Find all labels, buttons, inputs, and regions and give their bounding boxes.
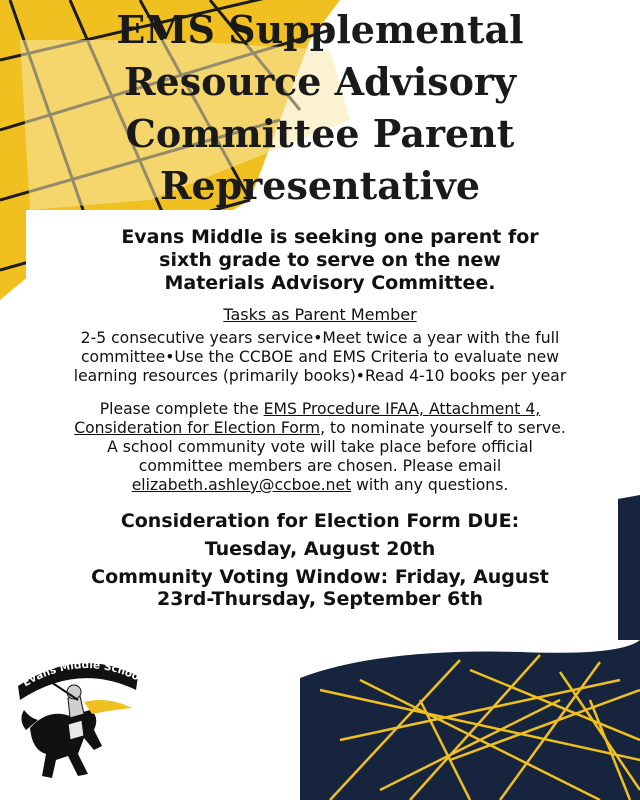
intro-line: sixth grade to serve on the new — [159, 249, 501, 271]
title-line: Representative — [159, 163, 481, 208]
form-due-label: Consideration for Election Form DUE: — [120, 510, 520, 532]
title-line: Resource Advisory — [123, 59, 517, 104]
instructions-text: committee members are chosen. Please email — [138, 457, 502, 475]
instructions-paragraph — [20, 400, 620, 495]
voting-window-line: 23rd-Thursday, September 6th — [156, 588, 483, 610]
form-due-date: Tuesday, August 20th — [204, 538, 436, 560]
tasks-line: learning resources (primarily books)•Read 4-10 books per year — [73, 367, 567, 385]
procedure-link[interactable]: EMS Procedure IFAA, Attachment 4, — [263, 400, 541, 418]
tasks-list — [20, 329, 620, 386]
instructions-text: A school community vote will take place before official — [107, 438, 533, 456]
deadlines — [30, 510, 610, 610]
instructions-text: Please complete the — [99, 400, 264, 418]
tasks-line: 2-5 consecutive years service•Meet twice a year with the full — [80, 329, 560, 347]
tasks-line: committee•Use the CCBOE and EMS Criteria to evaluate new — [80, 348, 560, 366]
tasks-heading: Tasks as Parent Member — [223, 305, 417, 324]
school-logo — [8, 650, 148, 785]
title-line: EMS Supplemental — [116, 7, 524, 52]
flyer-title — [20, 4, 620, 212]
intro-line: Evans Middle is seeking one parent for — [121, 226, 539, 248]
instructions-text: with any questions. — [351, 476, 509, 494]
instructions-text: , to nominate yourself to serve. — [320, 419, 566, 437]
logo-banner-text: Evans Middle Schoo — [20, 659, 142, 690]
intro-line: Materials Advisory Committee. — [164, 272, 496, 294]
voting-window-line: Community Voting Window: Friday, August — [91, 566, 549, 588]
email-link[interactable]: elizabeth.ashley@ccboe.net — [131, 476, 352, 494]
intro-text — [60, 226, 600, 295]
title-line: Committee Parent — [125, 111, 515, 156]
election-form-link[interactable]: Consideration for Election Form — [74, 419, 321, 437]
knight-on-horse-icon — [21, 680, 132, 778]
